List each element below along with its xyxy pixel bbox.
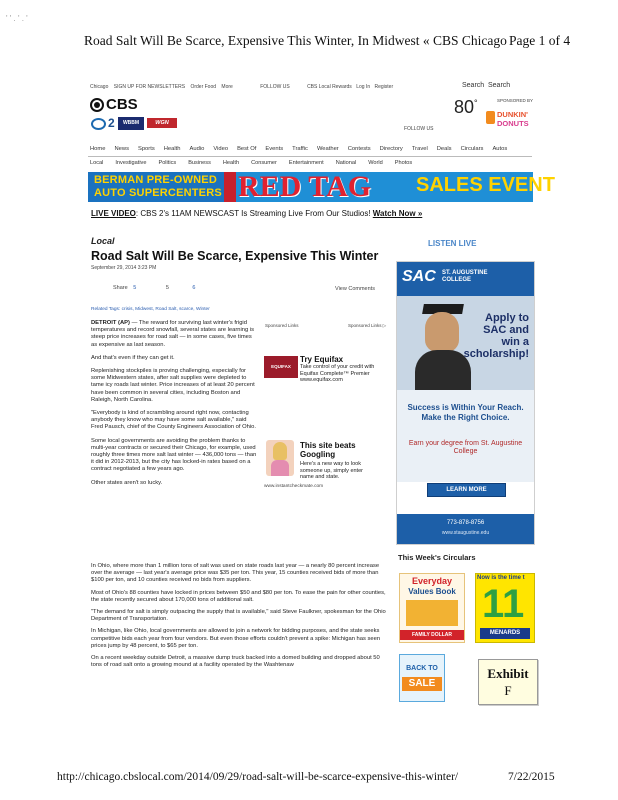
subnav-politics[interactable]: Politics (158, 160, 177, 166)
subnav-entertainment[interactable]: Entertainment (288, 160, 324, 166)
sponsored-links-label-right[interactable]: Sponsored Links ▷ (348, 323, 387, 328)
nav-directory[interactable]: Directory (379, 146, 403, 152)
wbbm-logo[interactable]: WBBM (118, 117, 144, 130)
watch-now-link[interactable]: Watch Now » (372, 209, 423, 218)
follow-us-label: FOLLOW US (404, 126, 434, 132)
subnav-business[interactable]: Business (188, 160, 211, 166)
dunkin-donuts-ad[interactable]: DUNKIN' DONUTS (486, 107, 534, 131)
st-augustine-ad[interactable]: SAC ST. AUGUSTINE COLLEGE Apply to SAC and win a scholarship! Success is Within Your Reach. Make the Right Choice. Earn your degree from St. Augustine College LEARN MORE 773-878-8756 www.staugustine.edu (396, 261, 535, 545)
sponsored-by-label: SPONSORED BY (497, 98, 534, 103)
learn-more-button[interactable]: LEARN MORE (427, 483, 506, 497)
circulars-title: This Week's Circulars (398, 553, 476, 562)
top-utility-bar (90, 84, 520, 90)
live-video-text: : CBS 2's 11AM NEWSCAST Is Streaming Live From Our Studios! (135, 209, 371, 218)
earn-degree-text: Earn your degree from St. Augustine College (408, 440, 523, 455)
wgn-logo[interactable]: WGN (147, 118, 177, 128)
share-count-google[interactable]: 6 (192, 285, 196, 291)
article-paragraph: In Michigan, like Ohio, local governments are allowed to join a network for bidding purposes, and the state seeks competitive bids each year from four vendors. But even those efforts couldn't prevent a spike: Michigan has seen prices jump by 48 percent, to $65 per ton. (91, 628, 381, 649)
circular-products-image (406, 600, 458, 626)
circular-back-to-school[interactable]: BACK TO SALE (399, 654, 445, 702)
nav-traffic[interactable]: Traffic (292, 146, 308, 152)
banner-dealer-line1: BERMAN PRE-OWNED (94, 174, 217, 186)
top-link-register[interactable]: Register (374, 84, 394, 90)
coffee-cup-icon (486, 111, 495, 124)
subnav-health[interactable]: Health (222, 160, 240, 166)
cbs2-eye-icon (91, 118, 106, 130)
share-label[interactable]: Share (113, 285, 128, 291)
nav-deals[interactable]: Deals (436, 146, 452, 152)
banner-red-tag: RED TAG (238, 170, 372, 203)
equifax-ad-title[interactable]: Try Equifax (300, 355, 344, 364)
weather-temperature[interactable]: 80° (454, 97, 478, 117)
berman-red-tag-banner[interactable] (88, 170, 555, 203)
article-paragraph: Some local governments are avoiding the problem thanks to multi-year contracts or secured their Chicago, for example, used roughly three times more salt last winter — 436,000 tons — than it did in 2012-2013, but the city has locked-in rates based on a contract negotiated a few years ago. (91, 437, 257, 473)
sac-website[interactable]: www.staugustine.edu (441, 530, 490, 536)
subnav-local[interactable]: Local (90, 160, 104, 166)
sac-phone: 773-878-8756 (446, 520, 485, 526)
article-paragraph: "The demand for salt is simply outpacing the supply that is available," said Steve Faulkner, spokesman for the Ohio Department of Transportation. (91, 609, 386, 623)
section-label: Local (91, 236, 115, 246)
channel-2-logo[interactable]: 2 (108, 116, 115, 130)
article-paragraph: On a recent weekday outside Detroit, a massive dump truck backed into a domed building and dropped about 50 tons of road salt onto a growing mound at a facility operated by the Washtenaw (91, 655, 380, 669)
subnav-investigative[interactable]: Investigative (115, 160, 147, 166)
nav-weather[interactable]: Weather (316, 146, 339, 152)
sac-logo: SAC (402, 268, 436, 285)
subnav-photos[interactable]: Photos (394, 160, 413, 166)
subnav-consumer[interactable]: Consumer (251, 160, 277, 166)
circular-family-dollar[interactable]: Everyday Values Book FAMILY DOLLAR (399, 573, 465, 643)
nav-divider (88, 156, 532, 157)
googling-ad-url[interactable]: www.instantcheckmate.com (264, 484, 324, 489)
googling-ad-title[interactable]: This site beats Googling (300, 441, 356, 459)
exhibit-letter: F (504, 683, 512, 698)
exhibit-sticker (478, 659, 538, 705)
print-page-url: http://chicago.cbslocal.com/2014/09/29/road-salt-will-be-scarce-expensive-this-winter/ (57, 771, 459, 783)
article-paragraph: And that's even if they can get it. (91, 354, 175, 361)
nav-sports[interactable]: Sports (137, 146, 155, 152)
nav-events[interactable]: Events (265, 146, 284, 152)
article-paragraph: Most of Ohio's 88 counties have locked in prices between $50 and $80 per ton. To ease the pain for other counties, the state recently secured about 170,000 tons of additional salt. (91, 589, 386, 603)
subnav-world[interactable]: World (368, 160, 383, 166)
article-paragraph: DETROIT (AP) — The reward for surviving last winter's frigid temperatures and record snowfall, several states are learning is steep price increases for road salt — in some cases, five times as expensive as last season. (91, 320, 255, 348)
nav-video[interactable]: Video (213, 146, 229, 152)
article-paragraph: In Ohio, where more than 1 million tons of salt was used on state roads last year — a nearly 80 percent increase over the average — last year's average price was $35 per ton. This year, 15 counties received bids of more than $100 per ton, and 10 counties received no bids from suppliers. (91, 563, 380, 584)
nav-autos[interactable]: Autos (492, 146, 508, 152)
nav-circulars[interactable]: Circulars (460, 146, 484, 152)
banner-dealer-line2: AUTO SUPERCENTERS (94, 187, 222, 199)
article-body-full (91, 563, 386, 669)
print-page-date: 7/22/2015 (508, 771, 555, 783)
article-paragraph: Other states aren't so lucky. (91, 479, 163, 486)
success-headline: Success is Within Your Reach. Make the Right Choice. (407, 403, 524, 422)
nav-contests[interactable]: Contests (347, 146, 371, 152)
sponsored-links-label: Sponsored Links (265, 323, 299, 328)
view-comments-link[interactable]: View Comments (335, 286, 375, 292)
print-page-title: Road Salt Will Be Scarce, Expensive This Winter, In Midwest « CBS Chicago (84, 33, 507, 48)
nav-news[interactable]: News (114, 146, 129, 152)
share-count-facebook[interactable]: 5 (133, 285, 137, 291)
top-link-rewards[interactable]: CBS Local Rewards (307, 84, 352, 90)
exhibit-label: Exhibit (487, 666, 529, 681)
cbs-eye-icon (90, 98, 104, 112)
main-nav (90, 146, 516, 152)
subnav-national[interactable]: National (335, 160, 357, 166)
search-button[interactable]: Search (488, 82, 511, 89)
nav-home[interactable]: Home (90, 146, 106, 152)
live-video-bar (91, 209, 422, 218)
circular-menards[interactable]: Now is the time t 11 MENARDS (475, 573, 535, 643)
page-scribble: ' ' . ' . ' (6, 14, 28, 23)
top-link-newsletter[interactable]: SIGN UP FOR NEWSLETTERS (113, 84, 186, 90)
article-paragraph: Replenishing stockpiles is proving challenging, especially for some Midwestern states, after salt supplies were depleted to tame icy roads last winter. Price increases of at least 20 percent have been common in several cities, including Boston and Raleigh, North Carolina. (91, 368, 255, 403)
top-link-follow[interactable]: FOLLOW US (260, 84, 290, 90)
print-page-number: Page 1 of 4 (509, 33, 571, 48)
sub-nav (90, 160, 424, 166)
search-label: Search (462, 82, 485, 89)
nav-health[interactable]: Health (163, 146, 181, 152)
live-video-label[interactable]: LIVE VIDEO (91, 209, 136, 218)
nav-best-of[interactable]: Best Of (237, 146, 257, 152)
nav-travel[interactable]: Travel (411, 146, 428, 152)
equifax-ad-body: Take control of your credit with Equifax Complete™ Premier www.equifax.com (300, 364, 375, 383)
googling-ad-body: Here's a new way to look someone up, simply enter name and state. (300, 461, 363, 480)
listen-live-link[interactable]: LISTEN LIVE (428, 239, 477, 248)
share-count-twitter[interactable]: 5 (165, 285, 169, 291)
article-body-column (91, 320, 259, 487)
equifax-ad-image[interactable]: EQUIFAX (264, 356, 298, 378)
top-link-more[interactable]: More (221, 84, 233, 90)
top-link-login[interactable]: Log In (356, 84, 371, 90)
article-paragraph: "Everybody is kind of scrambling around right now, contacting anybody they know who may have some salt available," said Fred Pausch, chief of the County Engineers Association of Ohio. (91, 410, 256, 431)
article-date: September 29, 2014 3:23 PM (91, 265, 157, 271)
related-tags[interactable]: Related Tags: crisis, Midwest, Road Salt, scarce, Winter (91, 307, 210, 312)
banner-sales-event: SALES EVENT (416, 174, 555, 196)
share-bar (113, 285, 195, 291)
top-link-city[interactable]: Chicago (90, 84, 109, 90)
article-title: Road Salt Will Be Scarce, Expensive This Winter (91, 249, 379, 263)
top-link-order-food[interactable]: Order Food (190, 84, 217, 90)
nav-audio[interactable]: Audio (189, 146, 205, 152)
cbs-logo[interactable]: CBS (106, 96, 138, 113)
person-ad-image[interactable] (266, 440, 294, 476)
